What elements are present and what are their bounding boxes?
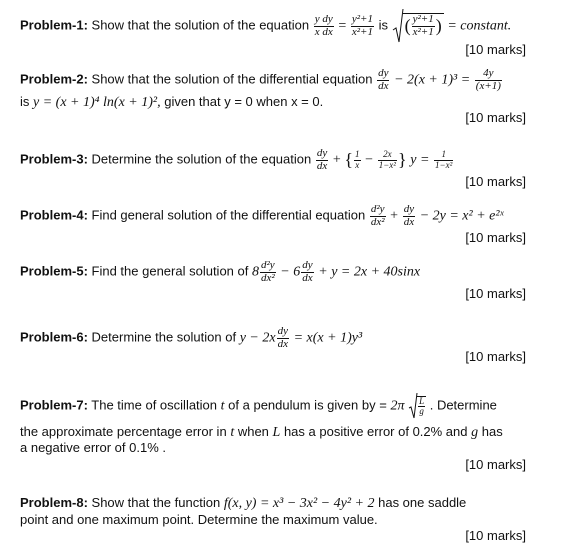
problem-8-marks: [10 marks] xyxy=(465,528,526,543)
problem-2-statement: Problem-2: Show that the solution of the differential equation $\frac{dy}{dx}$ − 2(x + 1)³ = $\frac{4y}{(x+1)}$ xyxy=(20,67,501,92)
problem-5-text: Find the general solution of xyxy=(91,263,249,279)
problem-6-marks: [10 marks] xyxy=(465,349,526,364)
problem-6-text: Determine the solution of xyxy=(91,329,237,345)
problem-3-text: Determine the solution of the equation xyxy=(91,151,312,167)
problem-7-line-3: a negative error of 0.1% . xyxy=(20,440,166,455)
problem-2-label: Problem-2: xyxy=(20,71,88,87)
fraction: $\frac{dy}{dx}$ xyxy=(378,67,389,92)
fraction: $\frac{1}{\text{1−x²}}$ xyxy=(435,149,453,170)
problem-6-label: Problem-6: xyxy=(20,329,88,345)
fraction: $\frac{\text{y dy}}{\text{x dx}}$ xyxy=(314,12,333,38)
problem-5-marks: [10 marks] xyxy=(465,286,526,301)
fraction: $\frac{2x}{\text{1−x²}}$ xyxy=(378,149,396,170)
problem-4-statement: Problem-4: Find general solution of the differential equation $\frac{\text{d²y}}{\text{dx²}}$ + $\frac{dy}{dx}$ − 2y = x² + e²ˣ xyxy=(20,203,504,228)
fraction: $\frac{4y}{(x+1)}$ xyxy=(475,67,501,92)
problem-1-marks: [10 marks] xyxy=(465,42,526,57)
problem-6-statement: Problem-6: Determine the solution of y − 2x $\frac{dy}{dx}$ = x(x + 1)y³ xyxy=(20,325,363,350)
problem-5-label: Problem-5: xyxy=(20,263,88,279)
problem-3-label: Problem-3: xyxy=(20,151,88,167)
problem-2-text: Show that the solution of the differential equation xyxy=(91,71,373,87)
fraction: $\frac{1}{x}$ xyxy=(355,149,360,170)
problem-7-line-2: the approximate percentage error in t when L has a positive error of 0.2% and g has xyxy=(20,424,503,440)
problem-2-marks: [10 marks] xyxy=(465,110,526,125)
problem-4-marks: [10 marks] xyxy=(465,230,526,245)
fraction: $\frac{dy}{dx}$ xyxy=(302,259,313,284)
problem-8-label: Problem-8: xyxy=(20,495,88,510)
problem-4-label: Problem-4: xyxy=(20,207,88,223)
problem-1-label: Problem-1: xyxy=(20,17,88,33)
problem-8-line-2: point and one maximum point. Determine the maximum value. xyxy=(20,512,378,527)
problem-3-statement: Problem-3: Determine the solution of the equation $\frac{dy}{dx}$ + { $\frac{1}{x}$ − $\frac{2x}{\text{1−x²}}$ } y = $\frac{1}{\text{1−x²}}$ xyxy=(20,147,453,172)
fraction: $\frac{\text{d²y}}{\text{dx²}}$ xyxy=(260,259,275,284)
fraction: $\frac{dy}{dx}$ xyxy=(316,147,328,172)
problem-1-statement: Problem-1: Show that the solution of the equation $\frac{\text{y dy}}{\text{x dx}}$ = $\frac{\text{y²+1}}{\text{x²+1}}$ is ( $\frac{\text{y²+1}}{\text{x²+1}}$ ) = constant. xyxy=(20,8,511,44)
square-root: $\frac{L}{g}$ xyxy=(408,392,426,420)
problem-7-label: Problem-7: xyxy=(20,397,88,413)
fraction: $\frac{\text{d²y}}{\text{dx²}}$ xyxy=(370,203,385,228)
fraction: $\frac{dy}{dx}$ xyxy=(277,325,288,350)
problem-8-statement: Problem-8: Show that the function f(x, y) = x³ − 3x² − 4y² + 2 has one saddle xyxy=(20,495,467,511)
solution-rhs: = constant. xyxy=(447,18,512,34)
square-root: ( $\frac{\text{y²+1}}{\text{x²+1}}$ ) xyxy=(392,8,444,44)
problem-7-marks: [10 marks] xyxy=(465,457,526,472)
problem-3-marks: [10 marks] xyxy=(465,174,526,189)
fraction: $\frac{\text{y²+1}}{\text{x²+1}}$ xyxy=(351,12,373,38)
problem-1-text: Show that the solution of the equation xyxy=(91,17,310,33)
problem-7-statement: Problem-7: The time of oscillation t of a pendulum is given by = 2π $\frac{L}{g}$ . Determine xyxy=(20,392,497,420)
problem-4-text: Find general solution of the differential equation xyxy=(91,207,366,223)
fraction: $\frac{dy}{dx}$ xyxy=(403,203,415,228)
problem-2-line-2: is y = (x + 1)⁴ ln(x + 1)², given that y = 0 when x = 0. xyxy=(20,94,324,110)
problem-5-statement: Problem-5: Find the general solution of 8 $\frac{\text{d²y}}{\text{dx²}}$ − 6 $\frac{dy}{dx}$ + y = 2x + 40sinx xyxy=(20,259,421,284)
is-word: is xyxy=(378,17,388,33)
